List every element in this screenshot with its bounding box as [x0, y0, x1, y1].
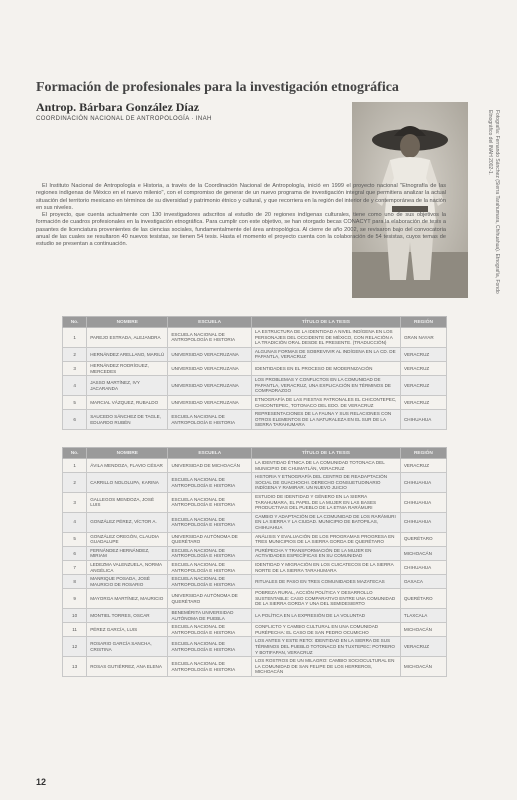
cell-school: ESCUELA NACIONAL DE ANTROPOLOGÍA E HISTORIA — [168, 492, 252, 512]
header-name: NOMBRE — [87, 317, 168, 328]
header-number: No. — [63, 317, 87, 328]
cell-name: ROSAS GUTIÉRREZ, ANA ELENA — [87, 657, 168, 677]
cell-school: ESCUELA NACIONAL DE ANTROPOLOGÍA E HISTORIA — [168, 410, 252, 430]
cell-number: 11 — [63, 623, 87, 637]
page-number: 12 — [36, 777, 47, 787]
header-region: REGIÓN — [400, 317, 446, 328]
cell-school: ESCUELA NACIONAL DE ANTROPOLOGÍA E HISTORIA — [168, 575, 252, 589]
cell-region: OAXACA — [400, 575, 446, 589]
cell-number: 3 — [63, 492, 87, 512]
cell-number: 5 — [63, 532, 87, 546]
cell-region: QUERÉTARO — [400, 532, 446, 546]
table-row — [63, 328, 447, 348]
header-region: REGIÓN — [400, 448, 446, 459]
cell-number: 1 — [63, 459, 87, 473]
cell-thesis-title: LOS PROBLEMAS Y CONFLICTOS EN LA COMUNIDAD DE PAPANTLA, VERACRUZ, UNA EXPLICACIÓN EN TÉRMINOS DE COMPADRAZGO — [251, 376, 400, 396]
cell-region: MICHOACÁN — [400, 546, 446, 560]
cell-number: 2 — [63, 347, 87, 361]
cell-region: VERACRUZ — [400, 459, 446, 473]
cell-number: 2 — [63, 473, 87, 493]
cell-region: QUERÉTARO — [400, 589, 446, 609]
cell-name: PÉREZ GARCÍA, LUIS — [87, 623, 168, 637]
author-name: Antrop. Bárbara González Díaz — [36, 100, 200, 114]
cell-name: GONZÁLEZ OREGÓN, CLAUDIA GUADALUPE — [87, 532, 168, 546]
cell-number: 12 — [63, 637, 87, 657]
cell-thesis-title: LOS ROSTROS DE UN MILAGRO: CAMBIO SOCIOCULTURAL EN LA COMUNIDAD DE SAN FELIPE DE LOS HERREROS, MICHOACÁN — [252, 657, 401, 677]
cell-name: SAUCEDO SÁNCHEZ DE TAGLE, EDUARDO RUBÉN — [87, 410, 168, 430]
cell-name: MANRIQUE POSADA, JOSÉ MAURICIO DE ROSARIO — [87, 575, 168, 589]
cell-school: ESCUELA NACIONAL DE ANTROPOLOGÍA E HISTORIA — [168, 328, 252, 348]
cell-region: VERACRUZ — [400, 376, 446, 396]
cell-number: 5 — [63, 395, 87, 409]
table-row — [63, 492, 447, 512]
cell-thesis-title: ALGUNAS FORMAS DE SOBREVIVIR AL INDÍGENA EN LA CD. DE PAPANTLA, VERACRUZ — [251, 347, 400, 361]
cell-number: 4 — [63, 376, 87, 396]
cell-name: MAYORGA MARTÍNEZ, MAURICIO — [87, 589, 168, 609]
cell-school: ESCUELA NACIONAL DE ANTROPOLOGÍA E HISTORIA — [168, 560, 252, 574]
table-row — [63, 410, 447, 430]
cell-number: 6 — [63, 546, 87, 560]
cell-region: VERACRUZ — [400, 637, 446, 657]
article-body — [36, 183, 446, 249]
table-row — [63, 589, 447, 609]
table-row — [63, 560, 447, 574]
cell-region: TLAXCALA — [400, 609, 446, 623]
cell-region: VERACRUZ — [400, 347, 446, 361]
cell-thesis-title: RITUALES DE PASO EN TRES COMUNIDADES MAZATECAS — [252, 575, 401, 589]
thesis-table-2 — [62, 447, 447, 677]
header-name: NOMBRE — [87, 448, 168, 459]
cell-name: HERNÁNDEZ RODRÍGUEZ, MERCEDES — [87, 361, 168, 375]
table-row — [63, 575, 447, 589]
header-school: ESCUELA — [168, 448, 252, 459]
cell-number: 7 — [63, 560, 87, 574]
table-row — [63, 532, 447, 546]
cell-number: 4 — [63, 512, 87, 532]
header-thesis-title: TÍTULO DE LA TESIS — [251, 317, 400, 328]
cell-thesis-title: IDENTIDADES EN EL PROCESO DE MODERNIZACIÓN — [251, 361, 400, 375]
paragraph-2: El proyecto, que cuenta actualmente con 130 investigadores adscritos al estudio de 20 regiones indígenas culturales, tiene como uno de sus objetivos la formación de cuadros profesionales en la investigación etnográfica. Para cumplir con este objetivo, se han otorgado becas CONACYT para la elaboración de tesis a pasantes de licenciatura provenientes de las ciencias sociales, fundamentalmente del área antropológica. Al cierre de año 2002, se revisaron bajo del convocatoria anual de las cuales se resultaron 40 nuevos tesistas, se tienen 54 tesis. Hasta el momento el proyecto cuenta con la colaboración de 54 tesistas, cuyos temas de estudio se presentan a continuación. — [36, 212, 446, 248]
header-thesis-title: TÍTULO DE LA TESIS — [252, 448, 401, 459]
cell-school: UNIVERSIDAD VERACRUZANA — [168, 361, 252, 375]
cell-thesis-title: REPRESENTACIONES DE LA FAUNA Y SUS RELACIONES CON OTROS ELEMENTOS DE LA NATURALEZA EN EL SUR DE LA SIERRA TARAHUMARA — [251, 410, 400, 430]
table-row — [63, 361, 447, 375]
cell-school: UNIVERSIDAD AUTÓNOMA DE QUERÉTARO — [168, 589, 252, 609]
cell-region: CHIHUAHUA — [400, 512, 446, 532]
photo-caption-text: Fotografía: Fernando Sánchez (Sierra Tarahumara, Chihuahua). Etnografía, Fondo Etnográfico del INAH 2002-1. — [487, 110, 500, 294]
cell-school: BENEMÉRITA UNIVERSIDAD AUTÓNOMA DE PUEBLA — [168, 609, 252, 623]
cell-region: MICHOACÁN — [400, 623, 446, 637]
cell-thesis-title: HISTORIA Y ETNOGRAFÍA DEL CENTRO DE READAPTACIÓN SOCIAL DE GUACHOCHI. DERECHO CONSUETUDINARIO INDÍGENA Y RAMIRAR. UN NUEVO JUICIO — [252, 473, 401, 493]
table-header-row — [63, 448, 447, 459]
cell-number: 3 — [63, 361, 87, 375]
cell-name: CARRILLO NOLOLUPA, KARINA — [87, 473, 168, 493]
cell-school: ESCUELA NACIONAL DE ANTROPOLOGÍA E HISTORIA — [168, 546, 252, 560]
cell-name: ROSARIO GARCÍA SANCHA, CRISTINA — [87, 637, 168, 657]
table-row — [63, 546, 447, 560]
table-row — [63, 512, 447, 532]
cell-school: ESCUELA NACIONAL DE ANTROPOLOGÍA E HISTORIA — [168, 657, 252, 677]
cell-number: 8 — [63, 575, 87, 589]
table-row — [63, 623, 447, 637]
cell-thesis-title: IDENTIDAD Y MIGRACIÓN EN LOS CUICATECOS DE LA SIERRA NORTE DE LA SIERRA TARAHUMARA — [252, 560, 401, 574]
cell-thesis-title: PURÉPECHA Y TRANSFORMACIÓN DE LA MUJER EN ACTIVIDADES ESPECÍFICAS EN SU COMUNIDAD — [252, 546, 401, 560]
header-number: No. — [63, 448, 87, 459]
table-row — [63, 459, 447, 473]
cell-thesis-title: POBREZA RURAL, ACCIÓN POLÍTICA Y DESARROLLO SUSTENTABLE: CASO COMPARATIVO ENTRE UNA COMUNIDAD DE LA SIERRA GORDA Y UNA DEL SEMIDESIERTO — [252, 589, 401, 609]
photo-caption — [470, 110, 504, 300]
cell-name: PAREJO ESTRADA, ALEJANDRA — [87, 328, 168, 348]
cell-thesis-title: CONFLICTO Y CAMBIO CULTURAL EN UNA COMUNIDAD PURÉPECHA: EL CASO DE SAN PEDRO OCUMICHO — [252, 623, 401, 637]
cell-thesis-title: LOS ANTES Y ESTE RETO: IDENTIDAD EN LA SIERRA DE SUS TÉRMINOS DEL PUEBLO TOTONACO EN TUXTEPEC: POTRERO Y BOTIFAPAN, VERACRUZ — [252, 637, 401, 657]
cell-name: GONZÁLEZ PÉREZ, VÍCTOR A. — [87, 512, 168, 532]
cell-number: 6 — [63, 410, 87, 430]
cell-region: MICHOACÁN — [400, 657, 446, 677]
table-row — [63, 473, 447, 493]
cell-region: GRAN NAYAR — [400, 328, 446, 348]
cell-name: JASSO MARTÍNEZ, IVY JACARANDA — [87, 376, 168, 396]
cell-name: GALLEGOS MENDOZA, JOSÉ LUIS — [87, 492, 168, 512]
cell-school: UNIVERSIDAD VERACRUZANA — [168, 347, 252, 361]
cell-school: UNIVERSIDAD VERACRUZANA — [168, 395, 252, 409]
table-header-row — [63, 317, 447, 328]
cell-name: MONTIEL TORRES, OSCAR — [87, 609, 168, 623]
cell-number: 13 — [63, 657, 87, 677]
cell-name: LEDEZMA VALENZUELA, NORMA ANGÉLICA — [87, 560, 168, 574]
cell-school: UNIVERSIDAD AUTÓNOMA DE QUERÉTARO — [168, 532, 252, 546]
cell-name: HERNÁNDEZ ARELLANO, MARILÚ — [87, 347, 168, 361]
author-affiliation: COORDINACIÓN NACIONAL DE ANTROPOLOGÍA · INAH — [36, 116, 212, 122]
table-row — [63, 637, 447, 657]
cell-region: CHIHUAHUA — [400, 473, 446, 493]
cell-region: VERACRUZ — [400, 395, 446, 409]
cell-thesis-title: LA IDENTIDAD ÉTNICA DE LA COMUNIDAD TOTONACA DEL MUNICIPIO DE CHUMATLÁN, VERACRUZ — [252, 459, 401, 473]
cell-school: ESCUELA NACIONAL DE ANTROPOLOGÍA E HISTORIA — [168, 512, 252, 532]
thesis-table-1 — [62, 316, 447, 430]
cell-thesis-title: LA ESTRUCTURA DE LA IDENTIDAD A NIVEL INDÍGENA EN LOS PERSONAJES DEL OCCIDENTE DE MÉXICO, CON RELACIÓN A LA TRADICIÓN ORAL DESDE EL PRESENTE. (TRADUCCIÓN) — [251, 328, 400, 348]
cell-school: UNIVERSIDAD VERACRUZANA — [168, 376, 252, 396]
cell-thesis-title: CAMBIO Y ADAPTACIÓN DE LA COMUNIDAD DE LOS RARÁMURI EN LA SIERRA Y LA CIUDAD. MUNICIPIO DE BATOPILAS, CHIHUAHUA — [252, 512, 401, 532]
header-school: ESCUELA — [168, 317, 252, 328]
cell-region: CHIHUAHUA — [400, 560, 446, 574]
cell-thesis-title: ESTUDIO DE IDENTIDAD Y GÉNERO EN LA SIERRA TARAHUMARA, EL PAPEL DE LA MUJER EN LAS BASES PRODUCTIVAS DEL PUEBLO DE LA ETNIA RARÁMURI — [252, 492, 401, 512]
table-row — [63, 609, 447, 623]
table-row — [63, 376, 447, 396]
cell-thesis-title: LA POLÍTICA EN LA EXPRESIÓN DE LA VOLUNTAD — [252, 609, 401, 623]
cell-region: VERACRUZ — [400, 361, 446, 375]
cell-name: FERNÁNDEZ HERNÁNDEZ, MIRIAM — [87, 546, 168, 560]
table-row — [63, 657, 447, 677]
cell-region: CHIHUAHUA — [400, 410, 446, 430]
cell-number: 1 — [63, 328, 87, 348]
cell-school: UNIVERSIDAD DE MICHOACÁN — [168, 459, 252, 473]
article-title: Formación de profesionales para la investigación etnográfica — [36, 80, 399, 95]
table-row — [63, 395, 447, 409]
cell-region: CHIHUAHUA — [400, 492, 446, 512]
cell-name: MARCIAL VÁZQUEZ, RUBALDO — [87, 395, 168, 409]
cell-thesis-title: ETNOGRAFÍA DE LAS FIESTAS PATRONALES EL CHICONTEPEC, CHICONTEPEC, TOTONACO DEL EDO. DE VERACRUZ — [251, 395, 400, 409]
cell-name: ÁVILA MENDOZA, FLAVIO CÉSAR — [87, 459, 168, 473]
cell-thesis-title: ANÁLISIS Y EVALUACIÓN DE LOS PROGRAMAS PROGRESA EN TRES MUNICIPIOS DE LA SIERRA GORDA DE QUERÉTARO — [252, 532, 401, 546]
cell-number: 10 — [63, 609, 87, 623]
cell-school: ESCUELA NACIONAL DE ANTROPOLOGÍA E HISTORIA — [168, 637, 252, 657]
paragraph-1: El Instituto Nacional de Antropología e Historia, a través de la Coordinación Nacional de Antropología, inició en 1999 el proyecto nacional "Etnografía de las regiones indígenas de México en el nuevo milenio", con el compromiso de generar de un nuevo programa de investigación integral que permitiera analizar la actual situación del territorio mexicano en términos de su diversidad y patrimonio étnico y cultural, y que recorriera en la región del interior de y contemporánea de la nación en sus niveles. — [36, 183, 446, 211]
cell-school: ESCUELA NACIONAL DE ANTROPOLOGÍA E HISTORIA — [168, 623, 252, 637]
table-row — [63, 347, 447, 361]
cell-school: ESCUELA NACIONAL DE ANTROPOLOGÍA E HISTORIA — [168, 473, 252, 493]
cell-number: 9 — [63, 589, 87, 609]
